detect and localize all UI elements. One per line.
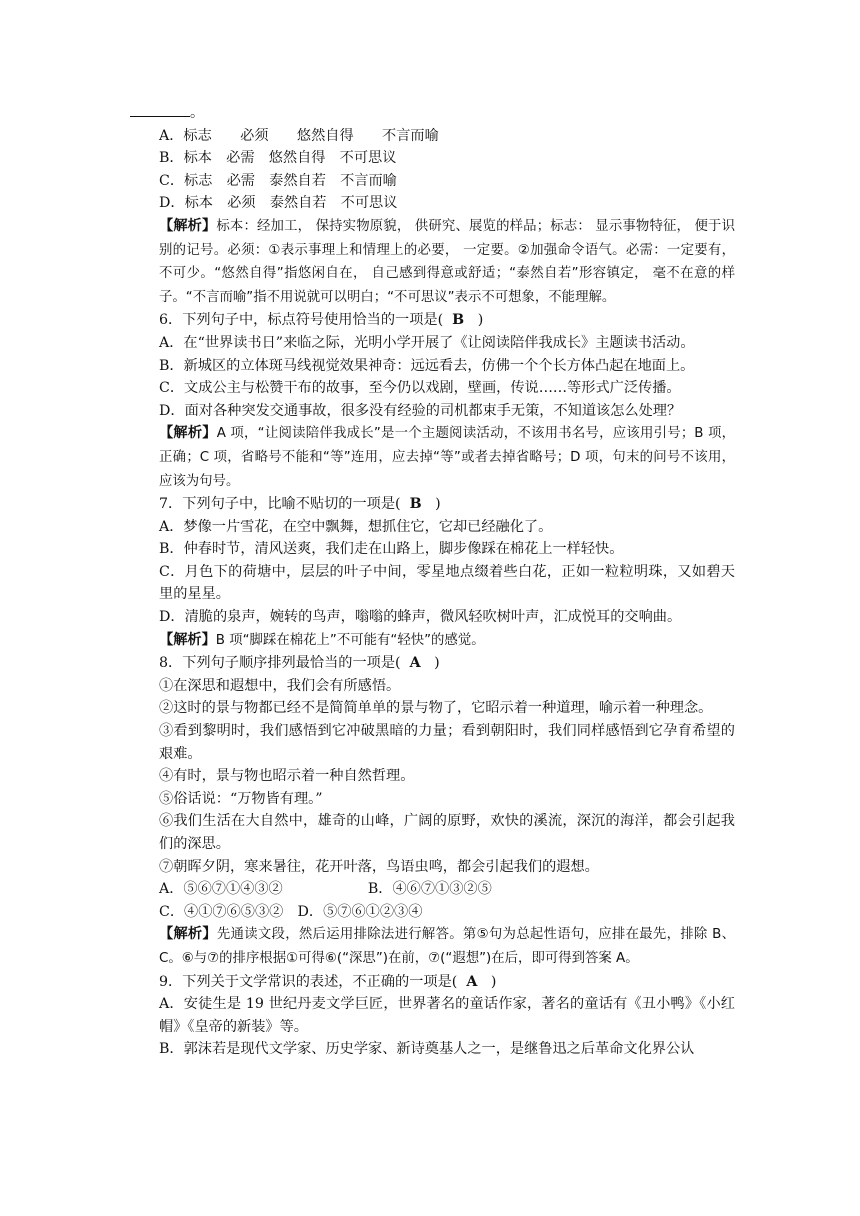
q5-blank-line: 。 xyxy=(130,102,735,125)
q7-option-c: C．月色下的荷塘中，层层的叶子中间，零星地点缀着些白花，正如一粒粒明珠，又如碧天里的星星。 xyxy=(159,563,735,603)
q9-stem: 9．下列关于文学常识的表述，不正确的一项是( A ) xyxy=(159,973,497,990)
q8-sentence-4: ④有时，景与物也昭示着一种自然哲理。 xyxy=(159,768,415,785)
q6-answer: B xyxy=(452,312,465,329)
q5-option-c: C．标志 必需 泰然自若 不言而喻 xyxy=(159,172,397,189)
q6-option-d: D．面对各种突发交通事故，很多没有经验的司机都束手无策，不知道该怎么处理？ xyxy=(159,402,682,419)
q8-sentence-7: ⑦朝晖夕阴，寒来暑往，花开叶落，鸟语虫鸣，都会引起我们的遐想。 xyxy=(159,858,599,875)
q8-sentence-3: ③看到黎明时，我们感悟到它冲破黑暗的力量；看到朝阳时，我们同样感悟到它孕育希望的艰难。 xyxy=(159,723,735,762)
q8-sentence-6: ⑥我们生活在大自然中，雄奇的山峰，广阔的原野，欢快的溪流，深沉的海洋，都会引起我们的深思。 xyxy=(159,813,735,852)
q6-option-a: A．在“世界读书日”来临之际，光明小学开展了《让阅读陪伴我成长》主题读书活动。 xyxy=(159,334,695,351)
q7-analysis: 【解析】B 项“脚踩在棉花上”不可能有“轻快”的感觉。 xyxy=(159,631,485,648)
q7-option-b: B．仲春时节，清风送爽，我们走在山路上，脚步像踩在棉花上一样轻快。 xyxy=(159,541,624,558)
q9-option-b: B．郭沫若是现代文学家、历史学家、新诗奠基人之一，是继鲁迅之后革命文化界公认 xyxy=(159,1041,695,1058)
q7-option-a: A．梦像一片雪花，在空中飘舞，想抓住它，它却已经融化了。 xyxy=(159,518,553,535)
q7-option-d: D．清脆的泉声，婉转的鸟声，嗡嗡的蜂声，微风轻吹树叶声，汇成悦耳的交响曲。 xyxy=(159,609,682,626)
q8-options-ab: A．⑤⑥⑦①④③② B．④⑥⑦①③②⑤ xyxy=(159,881,492,898)
q5-option-d: D．标本 必须 泰然自若 不可思议 xyxy=(159,195,398,212)
q7-answer: B xyxy=(409,496,422,513)
q6-analysis: 【解析】A 项，“让阅读陪伴我成长”是一个主题阅读活动，不该用书名号，应该用引号；B 项，正确；C 项，省略号不能和“等”连用，应去掉“等”或者去掉省略号；D 项，句末的问号不该用，应该为句号。 xyxy=(159,425,735,489)
answer-blank xyxy=(130,102,190,117)
q8-options-cd: C．④①⑦⑥⑤③② D．⑤⑦⑥①②③④ xyxy=(159,903,423,920)
exam-page xyxy=(130,102,735,1061)
q8-stem: 8．下列句子顺序排列最恰当的一项是( A ) xyxy=(159,655,440,672)
q9-option-a: A．安徒生是 19 世纪丹麦文学巨匠，世界著名的童话作家，著名的童话有《丑小鸭》《小红帽》《皇帝的新装》等。 xyxy=(159,996,735,1035)
q5-option-b: B．标本 必需 悠然自得 不可思议 xyxy=(159,150,397,167)
q8-sentence-1: ①在深思和遐想中，我们会有所感悟。 xyxy=(159,677,401,694)
q5-analysis: 【解析】标本：经加工， 保持实物原貌， 供研究、展览的样品；标志： 显示事物特征， 便于识别的记号。必须：①表示事理上和情理上的必要， 一定要。②加强命令语气。必需：一定要有， 不可少。“悠然自得”指悠闲自在， 自己感到得意或舒适；“泰然自若”形容镇定， 毫不在意的样子。“不言而喻”指不用说就可以明白；“不可思议”表示不可想象，不能理解。 xyxy=(159,217,735,305)
q6-stem: 6．下列句子中，标点符号使用恰当的一项是( B ) xyxy=(159,312,484,329)
q5-option-a: A．标志 必须 悠然自得 不言而喻 xyxy=(159,127,439,144)
q6-option-c: C．文成公主与松赞干布的故事，至今仍以戏剧，壁画，传说……等形式广泛传播。 xyxy=(159,380,681,397)
q9-answer: A xyxy=(466,973,478,990)
q8-analysis: 【解析】先通读文段，然后运用排除法进行解答。第⑤句为总起性语句，应排在最先，排除 B、C。⑥与⑦的排序根据①可得⑥(“深思”)在前，⑦(“遐想”)在后，即可得到答案 A。 xyxy=(159,926,735,966)
q8-answer: A xyxy=(409,655,421,672)
q8-sentence-5: ⑤俗话说：“万物皆有理。” xyxy=(159,790,323,807)
q7-stem: 7．下列句子中，比喻不贴切的一项是( B ) xyxy=(159,496,441,513)
q6-option-b: B．新城区的立体斑马线视觉效果神奇：远远看去，仿佛一个个长方体凸起在地面上。 xyxy=(159,357,695,374)
q8-sentence-2: ②这时的景与物都已经不是简简单单的景与物了，它昭示着一种道理，喻示着一种理念。 xyxy=(159,700,713,717)
